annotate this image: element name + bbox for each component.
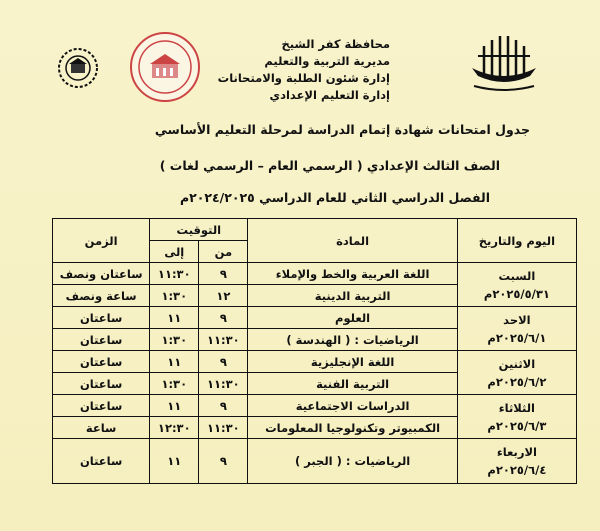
table-header-row bbox=[53, 219, 577, 241]
day-date-cell bbox=[457, 307, 576, 351]
header-subject: المادة bbox=[248, 219, 457, 263]
subject-cell: التربية الفنية bbox=[248, 373, 457, 395]
header-duration: الزمن bbox=[53, 219, 150, 263]
exam-date: ٢٠٢٥/٥/٣١م bbox=[483, 286, 550, 301]
to-cell: ١١ bbox=[150, 439, 199, 484]
duration-cell: ساعتان bbox=[53, 307, 150, 329]
exam-date: ٢٠٢٥/٦/٢م bbox=[487, 374, 547, 389]
exam-date: ٢٠٢٥/٦/١م bbox=[487, 330, 547, 345]
from-cell: ٩ bbox=[199, 439, 248, 484]
governorate-emblem-icon bbox=[464, 26, 544, 96]
exam-schedule-table bbox=[52, 218, 577, 484]
subject-cell: اللغة العربية والخط والإملاء bbox=[248, 263, 457, 285]
issuing-authority bbox=[190, 36, 390, 104]
exam-date: ٢٠٢٥/٦/٤م bbox=[487, 463, 547, 477]
to-cell: ١:٣٠ bbox=[150, 373, 199, 395]
day-name: الاثنين bbox=[498, 356, 536, 371]
duration-cell: ساعتان bbox=[53, 329, 150, 351]
table-row bbox=[53, 395, 577, 417]
header-line: محافظة كفر الشيخ bbox=[281, 37, 390, 51]
table-row bbox=[53, 351, 577, 373]
duration-cell: ساعتان bbox=[53, 395, 150, 417]
from-cell: ١١:٣٠ bbox=[199, 417, 248, 439]
day-name: السبت bbox=[498, 268, 536, 283]
header-to: إلى bbox=[150, 241, 199, 263]
duration-cell: ساعتان bbox=[53, 373, 150, 395]
duration-cell: ساعتان ونصف bbox=[53, 263, 150, 285]
duration-cell: ساعتان bbox=[53, 439, 150, 484]
to-cell: ١١ bbox=[150, 395, 199, 417]
header-timing: التوقيت bbox=[150, 219, 248, 241]
day-date-cell bbox=[457, 439, 576, 484]
to-cell: ١١ bbox=[150, 307, 199, 329]
to-cell: ١١:٣٠ bbox=[150, 263, 199, 285]
day-name: الاربعاء bbox=[496, 445, 537, 459]
subject-cell: الكمبيوتر وتكنولوجيا المعلومات bbox=[248, 417, 457, 439]
subject-cell: الدراسات الاجتماعية bbox=[248, 395, 457, 417]
subject-cell: اللغة الإنجليزية bbox=[248, 351, 457, 373]
from-cell: ٩ bbox=[199, 263, 248, 285]
to-cell: ١:٣٠ bbox=[150, 329, 199, 351]
directorate-seal-icon bbox=[130, 32, 200, 102]
day-date-cell bbox=[457, 351, 576, 395]
day-date-cell bbox=[457, 263, 576, 307]
from-cell: ٩ bbox=[199, 351, 248, 373]
grade-line: الصف الثالث الإعدادي ( الرسمي العام – الرسمي لغات ) bbox=[159, 158, 500, 173]
header-day-date: اليوم والتاريخ bbox=[457, 219, 576, 263]
table-row bbox=[53, 307, 577, 329]
header-line: إدارة شئون الطلبة والامتحانات bbox=[217, 71, 390, 85]
duration-cell: ساعة bbox=[53, 417, 150, 439]
duration-cell: ساعة ونصف bbox=[53, 285, 150, 307]
header-line: إدارة التعليم الإعدادي bbox=[269, 88, 390, 102]
day-name: الثلاثاء bbox=[498, 400, 535, 415]
ministry-logo-icon bbox=[56, 46, 100, 90]
day-date-cell bbox=[457, 395, 576, 439]
semester-line: الفصل الدراسي الثاني للعام الدراسي ٢٠٢٤/٢٠٢٥م bbox=[179, 190, 490, 205]
table-row bbox=[53, 439, 577, 484]
table-row bbox=[53, 263, 577, 285]
header-from: من bbox=[199, 241, 248, 263]
from-cell: ٩ bbox=[199, 307, 248, 329]
day-name: الاحد bbox=[503, 312, 531, 327]
subject-cell: العلوم bbox=[248, 307, 457, 329]
from-cell: ١٢ bbox=[199, 285, 248, 307]
document-title: جدول امتحانات شهادة إتمام الدراسة لمرحلة التعليم الأساسي bbox=[154, 122, 530, 137]
from-cell: ٩ bbox=[199, 395, 248, 417]
to-cell: ١١ bbox=[150, 351, 199, 373]
header-line: مديرية التربية والتعليم bbox=[264, 54, 390, 68]
to-cell: ١٢:٣٠ bbox=[150, 417, 199, 439]
exam-date: ٢٠٢٥/٦/٣م bbox=[487, 418, 547, 433]
subject-cell: الرياضيات : ( الجبر ) bbox=[248, 439, 457, 484]
from-cell: ١١:٣٠ bbox=[199, 329, 248, 351]
to-cell: ١:٣٠ bbox=[150, 285, 199, 307]
subject-cell: الرياضيات : ( الهندسة ) bbox=[248, 329, 457, 351]
subject-cell: التربية الدينية bbox=[248, 285, 457, 307]
from-cell: ١١:٣٠ bbox=[199, 373, 248, 395]
duration-cell: ساعتان bbox=[53, 351, 150, 373]
